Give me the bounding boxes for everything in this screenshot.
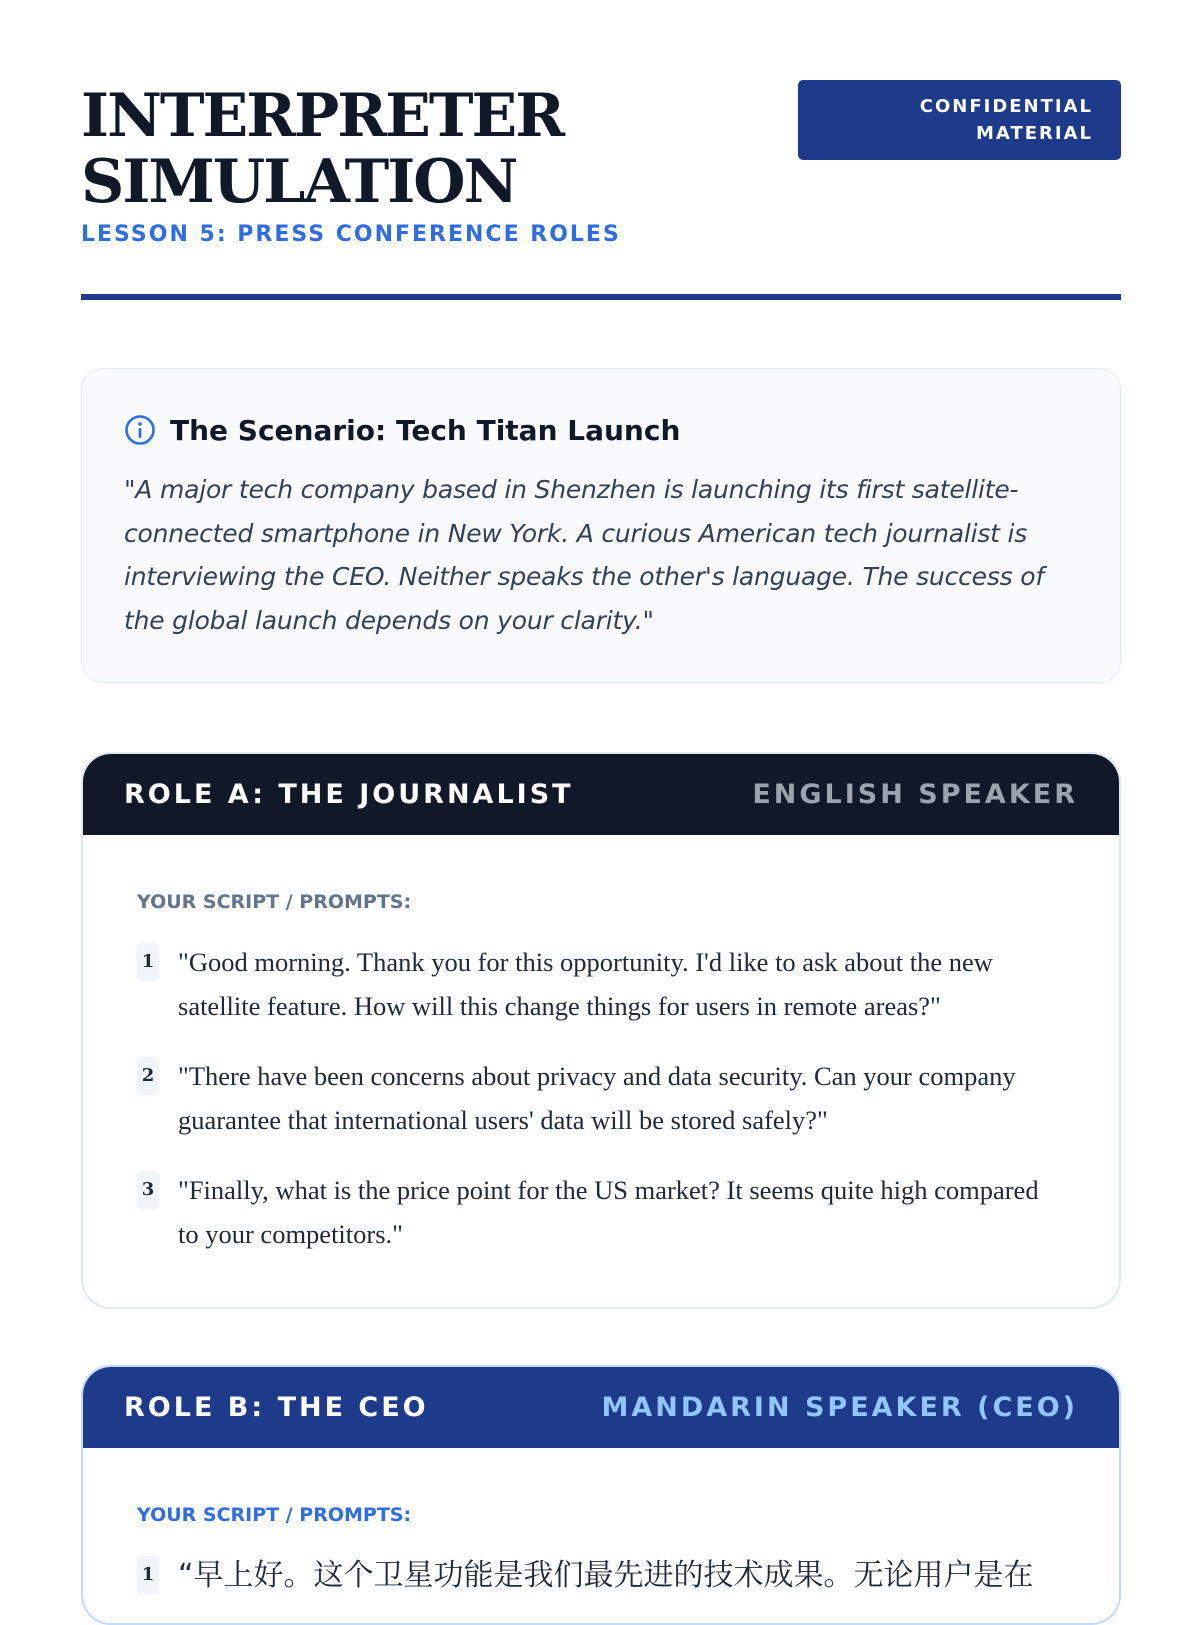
role-b-language-tag: MANDARIN SPEAKER (CEO): [601, 1392, 1078, 1423]
prompt-text: "Finally, what is the price point for the US market? It seems quite high compared to your competitors.": [178, 1175, 1039, 1249]
role-a-body: [83, 835, 1119, 1256]
role-b-prompt-1: [137, 1554, 1065, 1597]
prompt-text: "Good morning. Thank you for this opportunity. I'd like to ask about the new satellite feature. How will this change things for users in remote areas?": [178, 947, 993, 1021]
title-line-2: SIMULATION: [81, 147, 517, 217]
role-a-prompt-2: [137, 1055, 1065, 1142]
header-divider: [81, 294, 1121, 300]
scenario-card: [81, 368, 1121, 683]
prompt-text: “早上好。这个卫星功能是我们最先进的技术成果。无论用户是在: [178, 1558, 1034, 1593]
prompt-text: "There have been concerns about privacy and data security. Can your company guarantee that international users' data will be stored safely?": [178, 1061, 1016, 1135]
scenario-title: The Scenario: Tech Titan Launch: [170, 413, 681, 447]
role-a-language-tag: ENGLISH SPEAKER: [752, 779, 1078, 810]
page-title: [81, 83, 563, 215]
confidential-badge: [798, 80, 1121, 160]
info-circle-icon: [124, 414, 156, 446]
prompt-number: 3: [137, 1171, 159, 1209]
role-a-title: ROLE A: THE JOURNALIST: [124, 779, 574, 810]
role-b-header: [83, 1367, 1119, 1448]
role-b-title: ROLE B: THE CEO: [124, 1392, 429, 1423]
role-a-card: [81, 752, 1121, 1309]
role-a-prompt-3: [137, 1169, 1065, 1256]
role-b-body: [83, 1448, 1119, 1597]
badge-line-2: MATERIAL: [976, 123, 1093, 144]
badge-line-1: CONFIDENTIAL: [919, 96, 1093, 117]
title-line-1: INTERPRETER: [81, 81, 564, 151]
role-b-card: [81, 1365, 1121, 1625]
prompt-number: 1: [137, 1556, 159, 1594]
role-a-prompt-1: [137, 941, 1065, 1028]
scenario-header: [124, 410, 1078, 450]
page-header: [81, 0, 1121, 302]
scenario-description: "A major tech company based in Shenzhen is launching its first satellite-connected smartphone in New York. A curious American tech journalist is interviewing the CEO. Neither speaks the other's language. The success of the global launch depends on your clarity.": [124, 475, 1044, 635]
lesson-subtitle: LESSON 5: PRESS CONFERENCE ROLES: [81, 222, 621, 247]
prompt-number: 1: [137, 943, 159, 981]
handout-page: [81, 0, 1121, 1593]
role-b-prompts-label: YOUR SCRIPT / PROMPTS:: [137, 1504, 412, 1526]
role-a-header: [83, 754, 1119, 835]
prompt-number: 2: [137, 1057, 159, 1095]
role-a-prompts-label: YOUR SCRIPT / PROMPTS:: [137, 891, 412, 913]
